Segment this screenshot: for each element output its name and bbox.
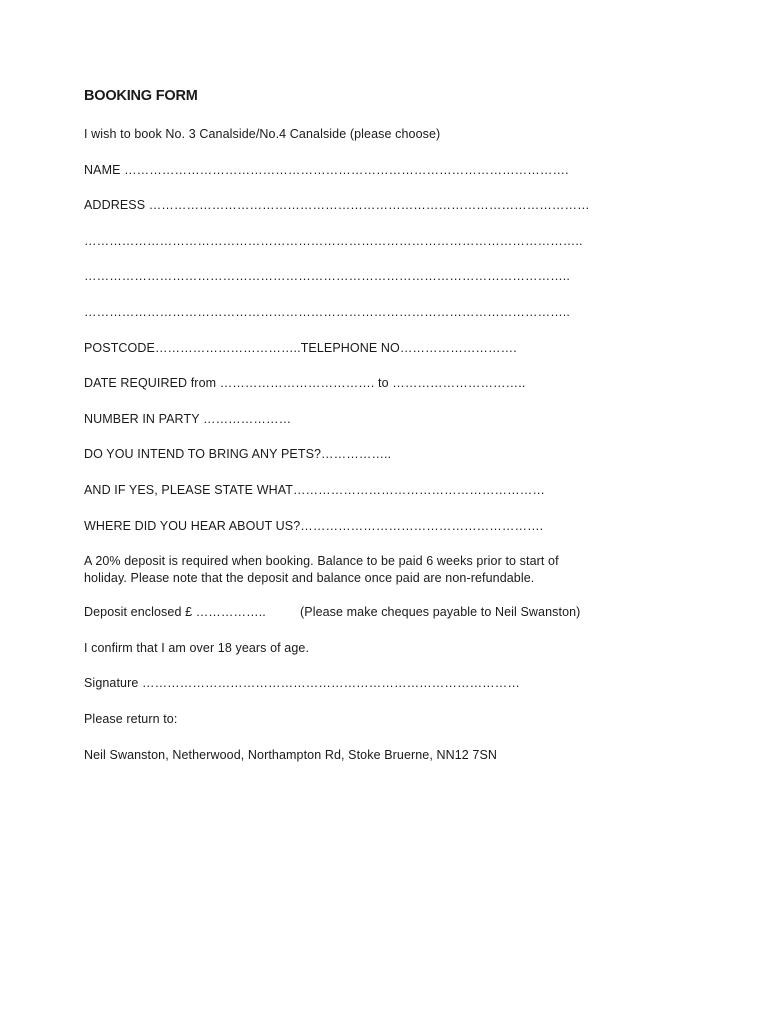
cheque-payable-note: (Please make cheques payable to Neil Swanston) (300, 605, 581, 620)
referral-source-line: WHERE DID YOU HEAR ABOUT US?…………………………………………………. (84, 518, 544, 533)
pets-details-line: AND IF YES, PLEASE STATE WHAT…………………………………………………… (84, 482, 545, 497)
address-field-line: ADDRESS …………………………………………………………………………………………… (84, 198, 590, 213)
address-continuation-line: …………………………………………………………………………………………………….. (84, 269, 570, 284)
form-title: BOOKING FORM (84, 88, 198, 104)
return-address: Neil Swanston, Netherwood, Northampton Rd, Stoke Bruerne, NN12 7SN (84, 747, 498, 762)
deposit-terms-line: A 20% deposit is required when booking. Balance to be paid 6 weeks prior to start of (84, 554, 559, 569)
deposit-enclosed-row (84, 604, 704, 620)
deposit-terms-paragraph (84, 553, 704, 587)
deposit-terms-line: holiday. Please note that the deposit and balance once paid are non-refundable. (84, 571, 535, 586)
booking-form-page (84, 88, 704, 782)
deposit-enclosed-line: Deposit enclosed £ …………….. (84, 605, 266, 620)
date-required-line: DATE REQUIRED from ………………………………. to ………………………….. (84, 376, 526, 391)
age-confirmation-line: I confirm that I am over 18 years of age. (84, 640, 310, 655)
address-continuation-line: …………………………………………………………………………………………………….. (84, 304, 570, 319)
pets-question-line: DO YOU INTEND TO BRING ANY PETS?…………….. (84, 447, 392, 462)
postcode-telephone-line: POSTCODE……………………………..TELEPHONE NO………………………. (84, 340, 517, 355)
signature-line: Signature ……………………………………………………………………………… (84, 676, 520, 691)
return-label: Please return to: (84, 711, 178, 726)
address-continuation-line: ……………………………………………………………………………………………………….. (84, 233, 583, 248)
intro-line: I wish to book No. 3 Canalside/No.4 Canalside (please choose) (84, 127, 441, 141)
number-in-party-line: NUMBER IN PARTY ………………… (84, 411, 292, 426)
name-field-line: NAME ……………………………………………………………………………………………. (84, 162, 569, 177)
